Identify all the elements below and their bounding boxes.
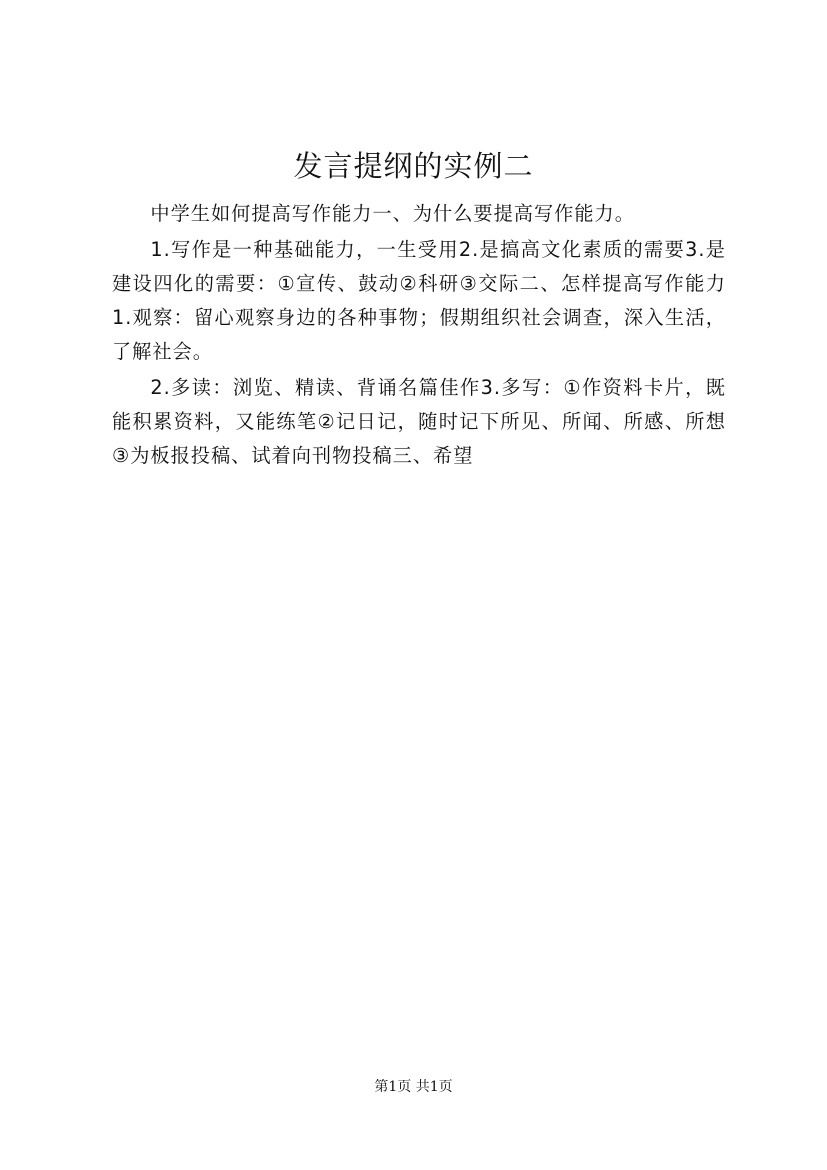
paragraph-writing-ability: 1.写作是一种基础能力，一生受用2.是搞高文化素质的需要3.是建设四化的需要：①宣传、鼓动②科研③交际二、怎样提高写作能力1.观察：留心观察身边的各种事物；假期组织社会调查，深入生活，了解社会。 bbox=[112, 238, 726, 363]
document-body bbox=[112, 197, 726, 475]
paragraph-reading-writing: 2.多读：浏览、精读、背诵名篇佳作3.多写：①作资料卡片，既能积累资料，又能练笔②记日记，随时记下所见、所闻、所感、所想③为板报投稿、试着向刊物投稿三、希望 bbox=[112, 376, 726, 467]
paragraph-intro: 中学生如何提高写作能力一、为什么要提高写作能力。 bbox=[150, 202, 635, 225]
document-title: 发言提纲的实例二 bbox=[293, 149, 534, 183]
page-footer: 第1页 共1页 bbox=[374, 1079, 453, 1095]
